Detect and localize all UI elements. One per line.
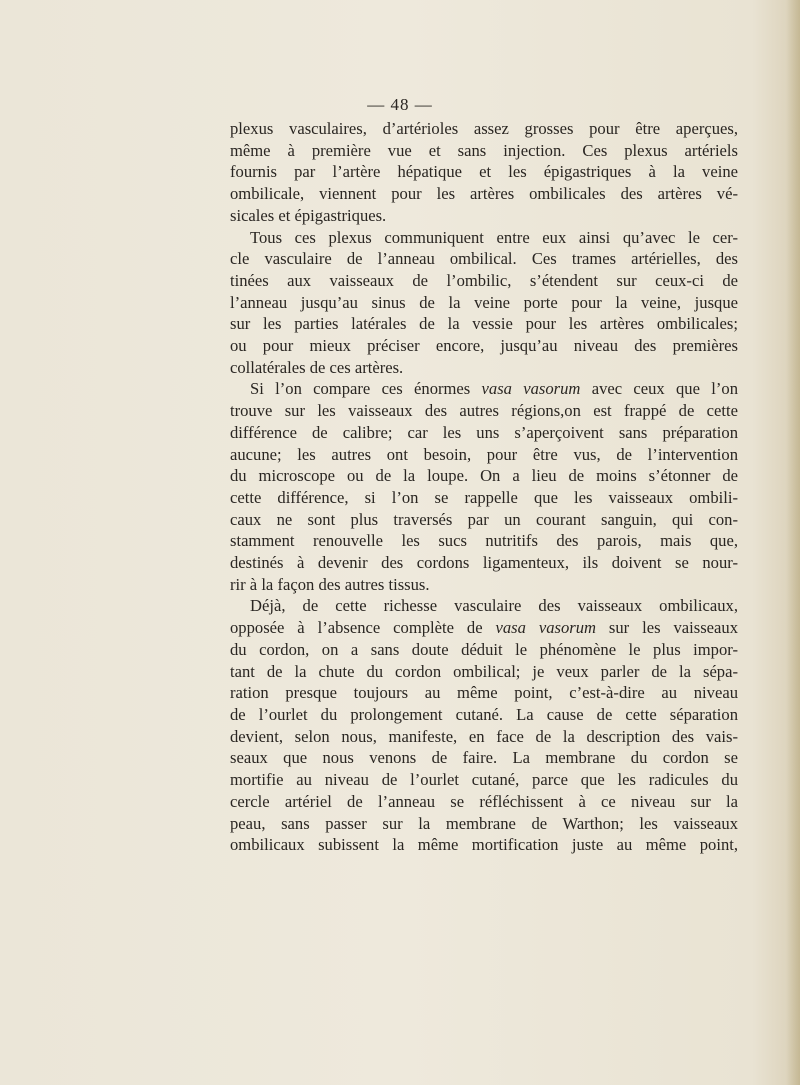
- text-line: ombilicale, viennent pour les artères ombilicales des artères vé-: [230, 184, 738, 204]
- text-line: mortifie au niveau de l’ourlet cutané, parce que les radicules du: [230, 770, 738, 790]
- italic-term: vasa vasorum: [481, 379, 581, 399]
- text-segment: Si l’on compare ces énormes: [250, 379, 482, 399]
- text-line: devient, selon nous, manifeste, en face de la description des vais-: [230, 726, 738, 746]
- text-line: trouve sur les vaisseaux des autres régions,on est frappé de cette: [230, 401, 738, 421]
- text-line: cette différence, si l’on se rappelle que les vaisseaux ombili-: [230, 487, 738, 507]
- text-line: seaux que nous venons de faire. La membrane du cordon se: [230, 748, 738, 768]
- text-line: [230, 378, 738, 400]
- text-line: rir à la façon des autres tissus.: [230, 574, 430, 594]
- text-line: cle vasculaire de l’anneau ombilical. Ces trames artérielles, des: [230, 249, 738, 269]
- text-line: sicales et épigastriques.: [230, 205, 387, 225]
- text-line: [230, 617, 738, 639]
- text-line: ombilicaux subissent la même mortification juste au même point,: [230, 835, 738, 855]
- text-line: aucune; les autres ont besoin, pour être vus, de l’intervention: [230, 444, 738, 464]
- text-segment: avec ceux que l’on: [580, 379, 738, 399]
- body-text: [230, 118, 738, 856]
- text-line: Déjà, de cette richesse vasculaire des vaisseaux ombilicaux,: [250, 596, 738, 616]
- text-line: peau, sans passer sur la membrane de Warthon; les vaisseaux: [230, 813, 738, 833]
- text-line: tinées aux vaisseaux de l’ombilic, s’étendent sur ceux-ci de: [230, 270, 738, 290]
- text-line: stamment renouvelle les sucs nutritifs des parois, mais que,: [230, 531, 738, 551]
- text-line: même à première vue et sans injection. Ces plexus artériels: [230, 140, 738, 160]
- text-line: cercle artériel de l’anneau se réfléchissent à ce niveau sur la: [230, 791, 738, 811]
- text-segment: opposée à l’absence complète de: [230, 618, 496, 638]
- text-line: l’anneau jusqu’au sinus de la veine porte pour la veine, jusque: [230, 292, 738, 312]
- text-line: caux ne sont plus traversés par un courant sanguin, qui con-: [230, 509, 738, 529]
- page-number: — 48 —: [367, 95, 433, 114]
- text-line: ration presque toujours au même point, c’est-à-dire au niveau: [230, 683, 738, 703]
- text-line: destinés à devenir des cordons ligamenteux, ils doivent se nour-: [230, 553, 738, 573]
- text-line: différence de calibre; car les uns s’aperçoivent sans préparation: [230, 422, 738, 442]
- page-edge-shadow: [786, 0, 800, 1085]
- text-line: de l’ourlet du prolongement cutané. La cause de cette séparation: [230, 704, 738, 724]
- text-line: du microscope ou de la loupe. On a lieu de moins s’étonner de: [230, 466, 738, 486]
- italic-term: vasa vasorum: [495, 618, 596, 638]
- text-line: tant de la chute du cordon ombilical; je veux parler de la sépa-: [230, 661, 738, 681]
- text-line: du cordon, on a sans doute déduit le phénomène le plus impor-: [230, 639, 738, 659]
- text-line: sur les parties latérales de la vessie pour les artères ombilicales;: [230, 314, 738, 334]
- text-line: Tous ces plexus communiquent entre eux ainsi qu’avec le cer-: [250, 227, 738, 247]
- text-segment: sur les vaisseaux: [596, 618, 738, 638]
- text-line: fournis par l’artère hépatique et les épigastriques à la veine: [230, 162, 738, 182]
- text-line: ou pour mieux préciser encore, jusqu’au niveau des premières: [230, 336, 738, 356]
- text-line: collatérales de ces artères.: [230, 357, 404, 377]
- text-line: plexus vasculaires, d’artérioles assez grosses pour être aperçues,: [230, 119, 738, 138]
